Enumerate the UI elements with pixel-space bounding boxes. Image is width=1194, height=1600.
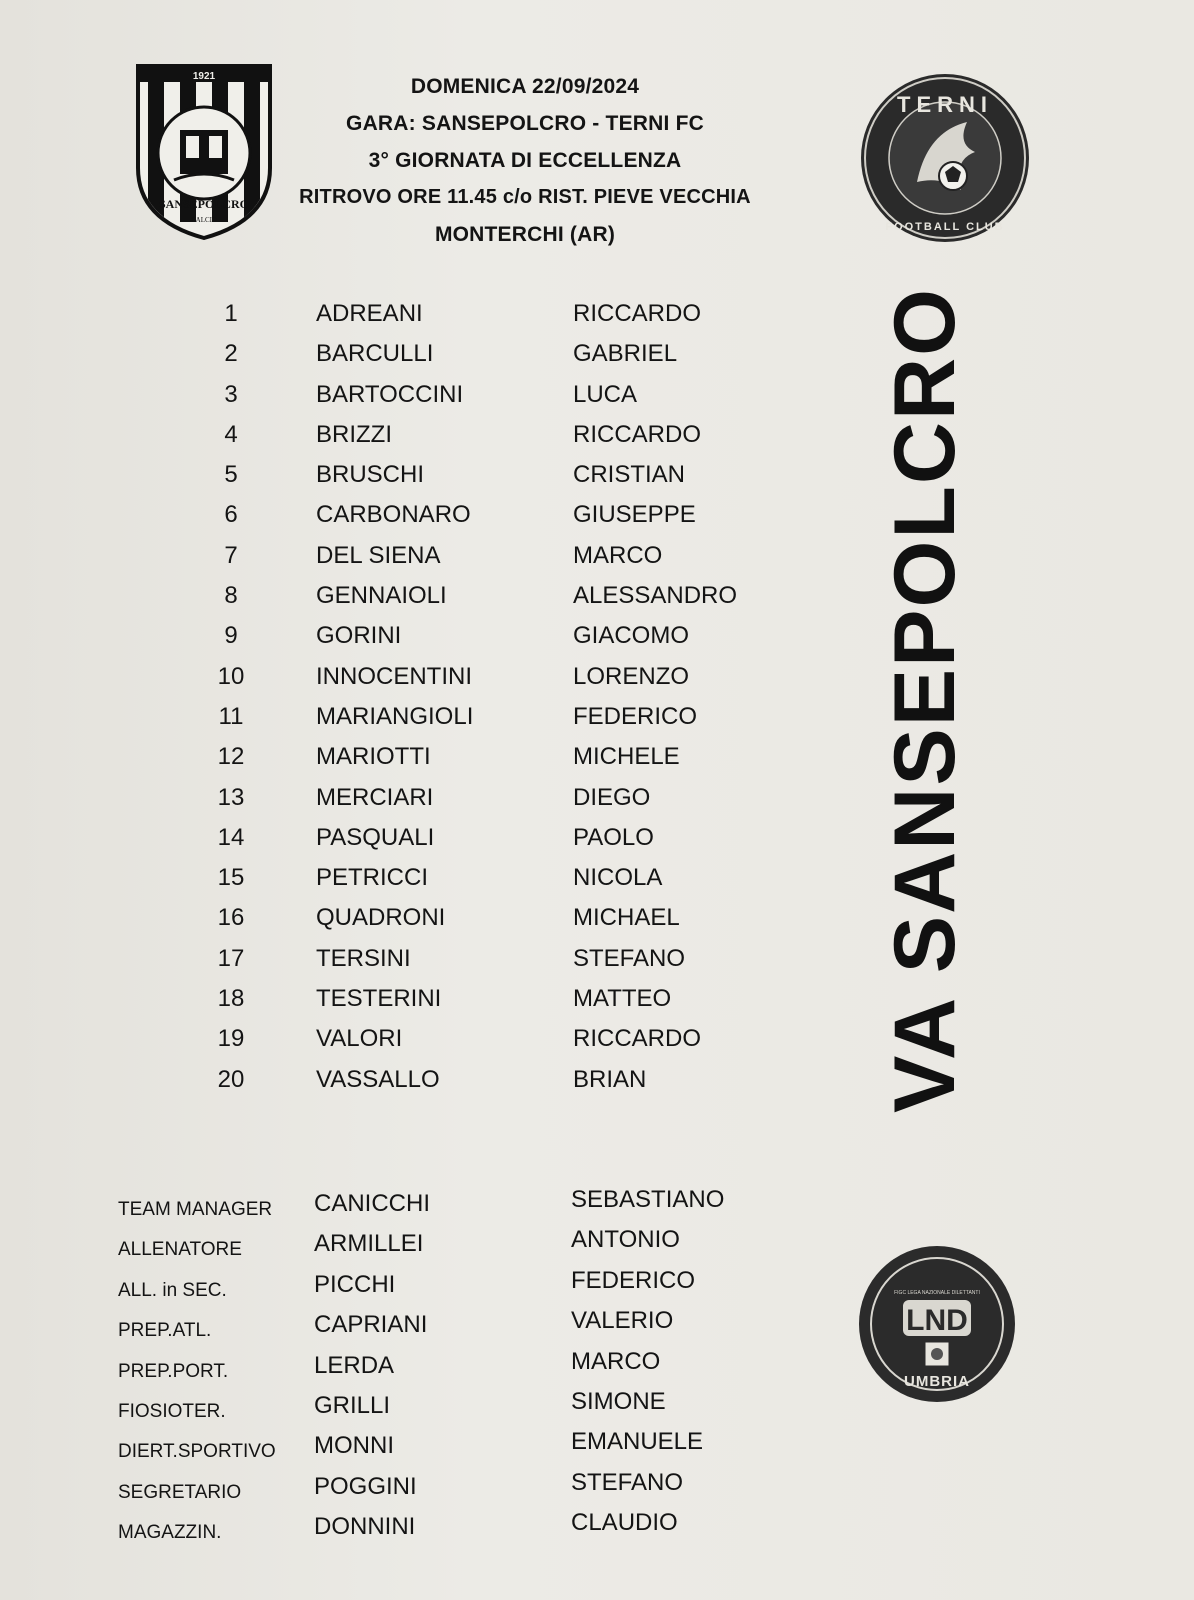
staff-first-name: ANTONIO [571, 1226, 680, 1254]
roster-row [200, 536, 760, 576]
staff-row [118, 1507, 758, 1547]
roster-row [200, 616, 760, 656]
staff-role: PREP.ATL. [118, 1320, 212, 1342]
staff-role: ALL. in SEC. [118, 1279, 227, 1301]
player-number: 6 [224, 501, 238, 529]
player-first-name: MARCO [573, 541, 663, 569]
staff-first-name: CLAUDIO [571, 1509, 678, 1537]
player-first-name: LORENZO [573, 662, 690, 690]
staff-surname: CANICCHI [314, 1190, 431, 1217]
player-first-name: GABRIEL [573, 340, 678, 368]
player-surname: BARCULLI [316, 340, 434, 368]
player-number: 8 [224, 582, 238, 610]
slogan-vertical: VA SANSEPOLCRO [877, 287, 973, 1113]
staff-row [118, 1386, 758, 1426]
staff-row [118, 1305, 758, 1345]
staff-role: TEAM MANAGER [118, 1199, 273, 1220]
player-first-name: RICCARDO [573, 300, 702, 327]
player-first-name: MICHAEL [573, 904, 680, 932]
staff-row [118, 1426, 758, 1466]
staff-surname: LERDA [314, 1351, 395, 1379]
player-surname: PASQUALI [316, 823, 435, 851]
player-first-name: DIEGO [573, 783, 651, 811]
player-number: 13 [217, 783, 245, 811]
roster-row [200, 334, 760, 374]
staff-first-name: MARCO [571, 1347, 661, 1375]
player-first-name: ALESSANDRO [573, 582, 738, 610]
player-first-name: RICCARDO [573, 420, 702, 448]
player-surname: DEL SIENA [316, 541, 441, 569]
roster-row [200, 1019, 760, 1059]
roster-row [200, 979, 760, 1019]
staff-role: PREP.PORT. [118, 1360, 229, 1382]
player-surname: GORINI [316, 622, 402, 650]
player-number: 11 [218, 702, 244, 730]
header-meeting: RITROVO ORE 11.45 c/o RIST. PIEVE VECCHIA [299, 186, 751, 208]
staff-role: ALLENATORE [118, 1239, 242, 1261]
roster-row [200, 939, 760, 979]
terni-logo-top-text: TERNI [897, 92, 993, 117]
player-surname: TERSINI [316, 944, 411, 972]
roster-row [200, 818, 760, 858]
player-number: 12 [217, 743, 245, 771]
roster-row [200, 657, 760, 697]
staff-row [118, 1224, 758, 1264]
player-surname: PETRICCI [316, 864, 429, 892]
player-number: 16 [217, 904, 245, 932]
staff-surname: DONNINI [314, 1513, 416, 1541]
terni-logo-bottom-text: FOOTBALL CLUB [885, 221, 1005, 233]
player-first-name: NICOLA [573, 864, 663, 892]
staff-surname: GRILLI [314, 1391, 391, 1419]
roster-row [200, 415, 760, 455]
player-first-name: LUCA [573, 380, 638, 408]
header-date: DOMENICA 22/09/2024 [410, 75, 640, 98]
player-surname: QUADRONI [316, 904, 446, 932]
staff-first-name: SEBASTIANO [571, 1186, 725, 1213]
player-number: 1 [224, 300, 238, 327]
header-match: GARA: SANSEPOLCRO - TERNI FC [346, 112, 704, 135]
player-surname: MARIOTTI [316, 743, 431, 771]
player-number: 4 [224, 420, 238, 448]
staff-role: DIERT.SPORTIVO [118, 1441, 276, 1463]
player-number: 9 [224, 622, 238, 650]
player-number: 18 [217, 985, 245, 1013]
player-number: 19 [217, 1025, 245, 1053]
player-first-name: FEDERICO [573, 702, 698, 730]
sansepolcro-logo-year: 1921 [192, 71, 216, 82]
player-number: 14 [217, 823, 245, 851]
player-roster [200, 294, 760, 1100]
staff-first-name: STEFANO [571, 1468, 684, 1496]
staff-surname: ARMILLEI [314, 1230, 424, 1258]
header-location: MONTERCHI (AR) [434, 223, 616, 246]
lnd-logo-region: UMBRIA [904, 1373, 970, 1390]
staff-surname: MONNI [314, 1432, 394, 1460]
roster-row [200, 375, 760, 415]
player-first-name: RICCARDO [573, 1025, 702, 1053]
lnd-logo-main: LND [906, 1304, 968, 1337]
player-surname: INNOCENTINI [316, 662, 472, 690]
player-surname: MERCIARI [316, 783, 434, 811]
player-number: 17 [217, 944, 245, 972]
staff-first-name: EMANUELE [571, 1428, 704, 1456]
player-surname: ADREANI [316, 300, 423, 327]
staff-surname: CAPRIANI [314, 1311, 428, 1339]
player-first-name: MICHELE [573, 743, 680, 771]
staff-surname: POGGINI [314, 1472, 417, 1500]
player-number: 7 [224, 541, 238, 569]
roster-row [200, 858, 760, 898]
player-surname: BRUSCHI [316, 461, 425, 489]
player-surname: TESTERINI [316, 985, 442, 1013]
player-number: 5 [224, 461, 238, 489]
player-surname: VASSALLO [316, 1065, 440, 1093]
staff-role: SEGRETARIO [118, 1481, 242, 1503]
player-first-name: MATTEO [573, 985, 672, 1013]
staff-row [118, 1346, 758, 1386]
roster-row [200, 697, 760, 737]
staff-row [118, 1265, 758, 1305]
roster-row [200, 495, 760, 535]
staff-surname: PICCHI [314, 1270, 396, 1298]
lnd-logo-small: FIGC LEGA NAZIONALE DILETTANTI [894, 1290, 980, 1296]
staff-role: FIOSIOTER. [118, 1400, 226, 1422]
player-first-name: GIUSEPPE [573, 501, 696, 529]
staff-first-name: SIMONE [571, 1387, 666, 1415]
roster-row [200, 1060, 760, 1100]
roster-row [200, 898, 760, 938]
staff-role: MAGAZZIN. [118, 1522, 222, 1544]
match-header [280, 68, 770, 253]
sansepolcro-logo-name: SANSEPOLCRO [158, 197, 250, 211]
staff-list [118, 1184, 758, 1548]
roster-row [200, 737, 760, 777]
player-first-name: STEFANO [573, 944, 686, 972]
staff-row [118, 1184, 758, 1224]
player-surname: GENNAIOLI [316, 582, 447, 610]
sansepolcro-logo [134, 58, 274, 240]
player-first-name: PAOLO [573, 823, 654, 851]
roster-row [200, 778, 760, 818]
sansepolcro-logo-sub: CALCIO [190, 216, 218, 224]
lnd-umbria-logo [857, 1244, 1017, 1404]
player-number: 15 [217, 864, 245, 892]
player-surname: MARIANGIOLI [316, 702, 474, 730]
roster-row [200, 294, 760, 334]
header-round: 3° GIORNATA DI ECCELLENZA [368, 149, 682, 172]
roster-row [200, 455, 760, 495]
player-first-name: GIACOMO [573, 622, 690, 650]
player-number: 20 [217, 1065, 245, 1093]
terni-fc-logo [857, 72, 1033, 244]
staff-first-name: FEDERICO [571, 1266, 696, 1294]
player-surname: BRIZZI [316, 420, 392, 448]
player-surname: BARTOCCINI [316, 380, 464, 408]
staff-row [118, 1467, 758, 1507]
player-surname: CARBONARO [316, 501, 471, 529]
player-number: 10 [217, 662, 245, 690]
player-first-name: CRISTIAN [573, 461, 686, 489]
player-first-name: BRIAN [573, 1065, 647, 1093]
roster-row [200, 576, 760, 616]
player-number: 2 [224, 340, 238, 368]
player-number: 3 [224, 380, 238, 408]
staff-first-name: VALERIO [571, 1307, 674, 1335]
player-surname: VALORI [316, 1025, 403, 1053]
